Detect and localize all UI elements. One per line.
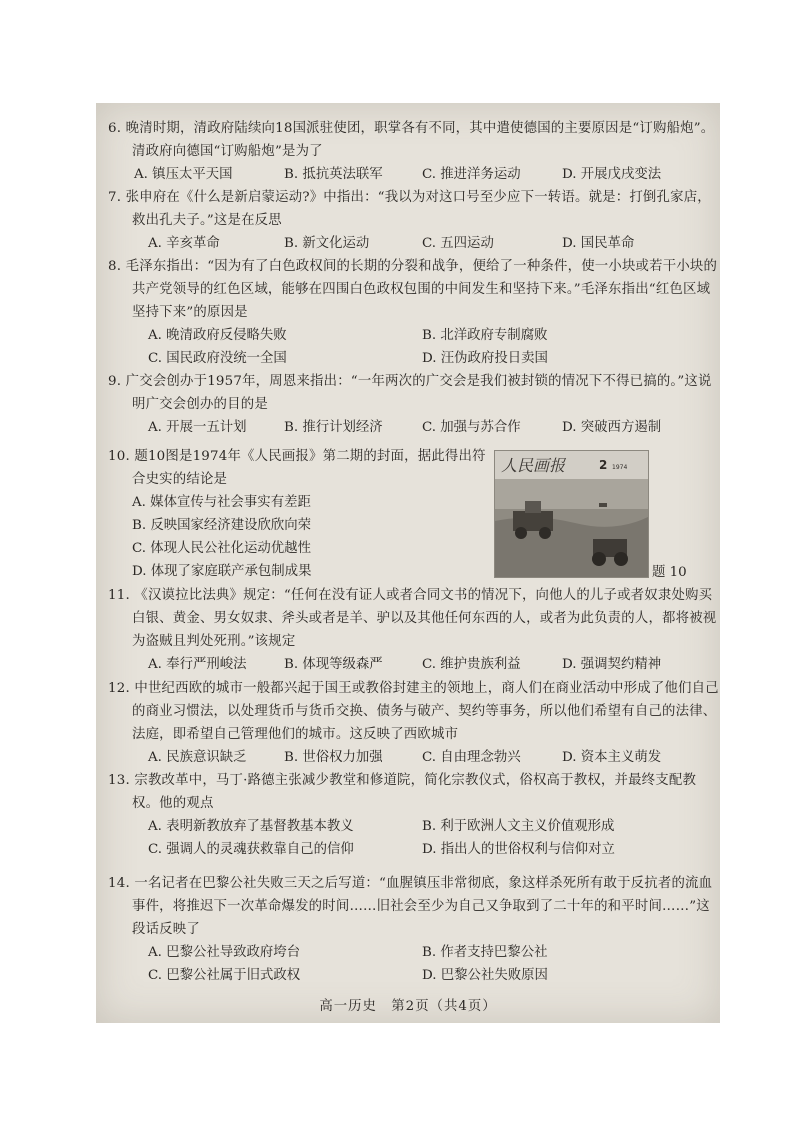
figure-caption: 题 10 (652, 565, 687, 580)
question-number: 11. (108, 588, 130, 603)
options-row (96, 232, 720, 255)
options-row (96, 941, 720, 964)
question-number: 6. (108, 121, 122, 136)
option-a: A. 奉行严刑峻法 (148, 657, 247, 672)
option-a: A. 辛亥革命 (148, 236, 220, 251)
question-14 (96, 872, 720, 987)
option-d: D. 国民革命 (562, 236, 635, 251)
exam-page (96, 103, 720, 1023)
question-text: 宗教改革中，马丁·路德主张减少教堂和修道院，简化宗教仪式，俗权高于教权，并最终支配教权。他的观点 (132, 773, 697, 811)
option-a: A. 镇压太平天国 (134, 167, 233, 182)
option-b: B. 利于欧洲人文主义价值观形成 (422, 819, 615, 834)
question-number: 7. (108, 190, 122, 205)
masthead-text: 人民画报 (501, 456, 566, 475)
option-b: B. 世俗权力加强 (284, 750, 383, 765)
question-number: 12. (108, 681, 130, 696)
options-row (96, 964, 720, 987)
option-b: B. 北洋政府专制腐败 (422, 328, 548, 343)
question-number: 10. (108, 449, 130, 464)
options-row (96, 815, 720, 838)
option-a: A. 民族意识缺乏 (148, 750, 247, 765)
option-b: B. 抵抗英法联军 (284, 167, 383, 182)
question-number: 9. (108, 374, 122, 389)
options-row (96, 324, 720, 347)
issue-number: 2 (599, 458, 608, 472)
question-12 (96, 677, 720, 769)
option-a: A. 开展一五计划 (148, 420, 247, 435)
page-footer: 高一历史 第2页（共4页） (319, 999, 497, 1014)
question-text: 张申府在《什么是新启蒙运动?》中指出：“我以为对这口号至少应下一转语。就是：打倒孔家店，救出孔夫子。”这是在反思 (125, 190, 711, 228)
option-d: D. 体现了家庭联产承包制成果 (132, 564, 312, 579)
option-a: A. 巴黎公社导致政府垮台 (148, 945, 301, 960)
question-text: 中世纪西欧的城市一般都兴起于国王或教俗封建主的领地上，商人们在商业活动中形成了他们自己的商业习惯法，以处理货币与货币交换、债务与破产、契约等事务，所以他们希望有自己的法律、法庭，即希望自己管理他们的城市。这反映了西欧城市 (132, 681, 719, 742)
question-6 (96, 117, 720, 186)
question-text: 晚清时期，清政府陆续向18国派驻使团，职掌各有不同，其中遣使德国的主要原因是“订购船炮”。清政府向德国“订购船炮”是为了 (125, 121, 715, 159)
option-b: B. 体现等级森严 (284, 657, 383, 672)
question-13 (96, 769, 720, 861)
option-d: D. 指出人的世俗权利与信仰对立 (422, 842, 615, 857)
option-c: C. 维护贵族利益 (422, 657, 521, 672)
question-text: 毛泽东指出：“因为有了白色政权间的长期的分裂和战争，便给了一种条件，使一小块或若干小块的共产党领导的红色区域，能够在四围白色政权包围的中间发生和坚持下来。”毛泽东指出“红色区域坚持下来”的原因是 (125, 259, 718, 320)
option-d: D. 资本主义萌发 (562, 750, 662, 765)
option-c: C. 推进洋务运动 (422, 167, 521, 182)
option-c: C. 国民政府没统一全国 (148, 351, 287, 366)
option-c: C. 巴黎公社属于旧式政权 (148, 968, 301, 983)
options-row (96, 653, 720, 676)
issue-year: 1974 (612, 464, 628, 471)
option-b: B. 推行计划经济 (284, 420, 383, 435)
question-text: 题10图是1974年《人民画报》第二期的封面，据此得出符合史实的结论是 (132, 449, 486, 487)
option-d: D. 汪伪政府投日卖国 (422, 351, 548, 366)
option-c: C. 加强与苏合作 (422, 420, 521, 435)
option-a: A. 表明新教放弃了基督教基本教义 (148, 819, 354, 834)
magazine-cover-image (494, 450, 649, 578)
question-text: 《汉谟拉比法典》规定：“任何在没有证人或者合同文书的情况下，向他人的儿子或者奴隶处购买白银、黄金、男女奴隶、斧头或者是羊、驴以及其他任何东西的人，或者为此负责的人，都将被视为盗贼且判处死刑。”该规定 (132, 588, 717, 649)
option-d: D. 强调契约精神 (562, 657, 662, 672)
option-c: C. 五四运动 (422, 236, 494, 251)
cover-illustration (495, 451, 648, 577)
options-row (96, 347, 720, 370)
question-8 (96, 255, 720, 370)
option-b: B. 作者支持巴黎公社 (422, 945, 548, 960)
question-number: 8. (108, 259, 122, 274)
question-text: 广交会创办于1957年，周恩来指出：“一年两次的广交会是我们被封锁的情况下不得已搞的。”这说明广交会创办的目的是 (125, 374, 712, 412)
option-d: D. 开展戊戌变法 (562, 167, 662, 182)
options-row (96, 838, 720, 861)
option-d: D. 突破西方遏制 (562, 420, 662, 435)
options-row (96, 416, 720, 439)
question-text: 一名记者在巴黎公社失败三天之后写道：“血腥镇压非常彻底，象这样杀死所有敢于反抗者的流血事件，将推迟下一次革命爆发的时间……旧社会至少为自己又争取到了二十年的和平时间……”这段话反映了 (132, 876, 713, 937)
options-row (96, 746, 720, 769)
option-d: D. 巴黎公社失败原因 (422, 968, 548, 983)
question-9 (96, 370, 720, 439)
option-a: A. 媒体宣传与社会事实有差距 (132, 495, 311, 510)
option-a: A. 晚清政府反侵略失败 (148, 328, 287, 343)
option-b: B. 新文化运动 (284, 236, 370, 251)
question-number: 14. (108, 876, 130, 891)
question-number: 13. (108, 773, 130, 788)
options-row (96, 163, 720, 186)
option-c: C. 体现人民公社化运动优越性 (132, 541, 311, 556)
question-11 (96, 584, 720, 676)
option-c: C. 自由理念勃兴 (422, 750, 521, 765)
option-b: B. 反映国家经济建设欣欣向荣 (132, 518, 312, 533)
option-c: C. 强调人的灵魂获救靠自己的信仰 (148, 842, 354, 857)
question-7 (96, 186, 720, 255)
